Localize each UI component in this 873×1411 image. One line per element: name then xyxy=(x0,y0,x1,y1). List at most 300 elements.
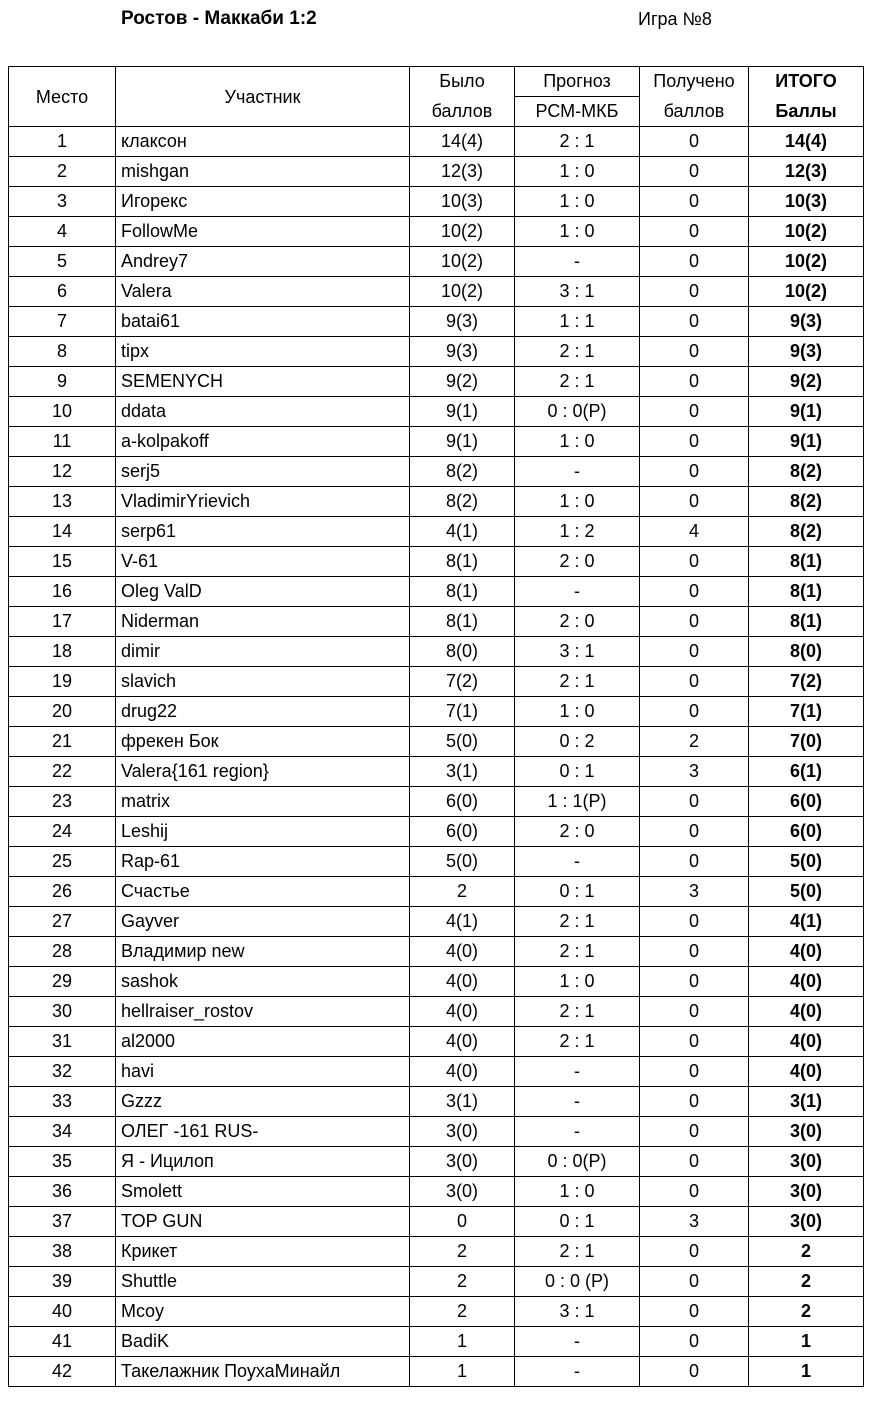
cell-total-points: 7(1) xyxy=(749,697,864,727)
cell-forecast: - xyxy=(515,847,640,877)
cell-was-points: 2 xyxy=(410,877,515,907)
cell-participant: batai61 xyxy=(116,307,410,337)
cell-participant: al2000 xyxy=(116,1027,410,1057)
cell-was-points: 5(0) xyxy=(410,847,515,877)
table-row xyxy=(9,727,864,757)
cell-place: 33 xyxy=(9,1087,116,1117)
cell-place: 31 xyxy=(9,1027,116,1057)
cell-received-points: 0 xyxy=(640,397,749,427)
cell-forecast: 1 : 1(P) xyxy=(515,787,640,817)
cell-place: 15 xyxy=(9,547,116,577)
table-row xyxy=(9,1087,864,1117)
cell-received-points: 0 xyxy=(640,967,749,997)
cell-forecast: 2 : 1 xyxy=(515,337,640,367)
cell-was-points: 4(0) xyxy=(410,967,515,997)
cell-received-points: 0 xyxy=(640,277,749,307)
table-row xyxy=(9,607,864,637)
table-row xyxy=(9,157,864,187)
cell-forecast: 2 : 1 xyxy=(515,1027,640,1057)
cell-forecast: 0 : 2 xyxy=(515,727,640,757)
cell-received-points: 0 xyxy=(640,1297,749,1327)
cell-total-points: 5(0) xyxy=(749,847,864,877)
cell-participant: Andrey7 xyxy=(116,247,410,277)
cell-received-points: 0 xyxy=(640,187,749,217)
cell-forecast: - xyxy=(515,1327,640,1357)
cell-received-points: 3 xyxy=(640,877,749,907)
cell-was-points: 3(0) xyxy=(410,1117,515,1147)
cell-total-points: 9(1) xyxy=(749,427,864,457)
cell-place: 21 xyxy=(9,727,116,757)
table-row xyxy=(9,307,864,337)
cell-received-points: 0 xyxy=(640,1087,749,1117)
cell-was-points: 9(3) xyxy=(410,337,515,367)
cell-forecast: 3 : 1 xyxy=(515,637,640,667)
cell-received-points: 0 xyxy=(640,1147,749,1177)
cell-participant: mishgan xyxy=(116,157,410,187)
cell-total-points: 3(0) xyxy=(749,1177,864,1207)
header-was-line2: баллов xyxy=(410,97,515,127)
cell-forecast: 1 : 0 xyxy=(515,187,640,217)
cell-forecast: - xyxy=(515,1057,640,1087)
table-row xyxy=(9,907,864,937)
cell-received-points: 0 xyxy=(640,1117,749,1147)
cell-place: 4 xyxy=(9,217,116,247)
cell-received-points: 0 xyxy=(640,697,749,727)
table-row xyxy=(9,1147,864,1177)
cell-received-points: 0 xyxy=(640,1027,749,1057)
cell-forecast: - xyxy=(515,247,640,277)
cell-received-points: 0 xyxy=(640,667,749,697)
cell-participant: Oleg ValD xyxy=(116,577,410,607)
cell-place: 20 xyxy=(9,697,116,727)
header-forecast-line1: Прогноз xyxy=(515,67,640,97)
cell-total-points: 4(0) xyxy=(749,997,864,1027)
cell-participant: Leshij xyxy=(116,817,410,847)
cell-place: 41 xyxy=(9,1327,116,1357)
cell-participant: Niderman xyxy=(116,607,410,637)
table-row xyxy=(9,1297,864,1327)
cell-total-points: 8(2) xyxy=(749,517,864,547)
cell-was-points: 10(2) xyxy=(410,277,515,307)
cell-place: 24 xyxy=(9,817,116,847)
cell-was-points: 8(2) xyxy=(410,457,515,487)
table-row xyxy=(9,937,864,967)
cell-participant: drug22 xyxy=(116,697,410,727)
cell-was-points: 4(0) xyxy=(410,1027,515,1057)
table-row xyxy=(9,127,864,157)
cell-received-points: 0 xyxy=(640,637,749,667)
table-row xyxy=(9,367,864,397)
cell-total-points: 4(0) xyxy=(749,1057,864,1087)
cell-place: 17 xyxy=(9,607,116,637)
cell-was-points: 2 xyxy=(410,1267,515,1297)
cell-participant: ОЛЕГ -161 RUS- xyxy=(116,1117,410,1147)
table-row xyxy=(9,637,864,667)
cell-forecast: 2 : 0 xyxy=(515,547,640,577)
table-row xyxy=(9,397,864,427)
table-row xyxy=(9,487,864,517)
cell-was-points: 12(3) xyxy=(410,157,515,187)
cell-received-points: 0 xyxy=(640,787,749,817)
cell-received-points: 4 xyxy=(640,517,749,547)
cell-was-points: 3(1) xyxy=(410,1087,515,1117)
cell-participant: FollowMe xyxy=(116,217,410,247)
cell-total-points: 10(2) xyxy=(749,247,864,277)
cell-forecast: 2 : 1 xyxy=(515,667,640,697)
cell-place: 16 xyxy=(9,577,116,607)
cell-place: 19 xyxy=(9,667,116,697)
cell-participant: Владимир new xyxy=(116,937,410,967)
cell-received-points: 0 xyxy=(640,367,749,397)
table-row xyxy=(9,1177,864,1207)
table-row xyxy=(9,247,864,277)
header-place: Место xyxy=(9,67,116,127)
cell-received-points: 0 xyxy=(640,247,749,277)
table-row xyxy=(9,667,864,697)
cell-participant: slavich xyxy=(116,667,410,697)
cell-was-points: 8(0) xyxy=(410,637,515,667)
cell-forecast: - xyxy=(515,1117,640,1147)
cell-forecast: 3 : 1 xyxy=(515,277,640,307)
cell-place: 34 xyxy=(9,1117,116,1147)
cell-was-points: 3(0) xyxy=(410,1177,515,1207)
header-participant: Участник xyxy=(116,67,410,127)
cell-total-points: 2 xyxy=(749,1237,864,1267)
cell-forecast: 2 : 1 xyxy=(515,1237,640,1267)
cell-total-points: 2 xyxy=(749,1267,864,1297)
cell-forecast: 3 : 1 xyxy=(515,1297,640,1327)
table-row xyxy=(9,787,864,817)
cell-received-points: 0 xyxy=(640,547,749,577)
cell-was-points: 14(4) xyxy=(410,127,515,157)
cell-received-points: 0 xyxy=(640,607,749,637)
header-was-line1: Было xyxy=(410,67,515,97)
cell-total-points: 4(1) xyxy=(749,907,864,937)
cell-was-points: 3(1) xyxy=(410,757,515,787)
cell-was-points: 8(1) xyxy=(410,547,515,577)
cell-total-points: 8(0) xyxy=(749,637,864,667)
cell-received-points: 0 xyxy=(640,427,749,457)
cell-participant: Такелажник ПоухаМинайл xyxy=(116,1357,410,1387)
cell-forecast: 0 : 0(P) xyxy=(515,1147,640,1177)
cell-place: 11 xyxy=(9,427,116,457)
header-total-line1: ИТОГО xyxy=(749,67,864,97)
header-forecast-line2: РСМ-МКБ xyxy=(515,97,640,127)
cell-was-points: 9(2) xyxy=(410,367,515,397)
cell-place: 39 xyxy=(9,1267,116,1297)
cell-was-points: 7(2) xyxy=(410,667,515,697)
cell-total-points: 14(4) xyxy=(749,127,864,157)
cell-received-points: 0 xyxy=(640,307,749,337)
cell-place: 26 xyxy=(9,877,116,907)
table-row xyxy=(9,1357,864,1387)
cell-participant: dimir xyxy=(116,637,410,667)
cell-forecast: - xyxy=(515,577,640,607)
results-table xyxy=(8,66,864,1387)
table-row xyxy=(9,817,864,847)
cell-participant: Игорекс xyxy=(116,187,410,217)
cell-was-points: 8(2) xyxy=(410,487,515,517)
cell-place: 14 xyxy=(9,517,116,547)
cell-total-points: 10(2) xyxy=(749,217,864,247)
cell-forecast: 2 : 0 xyxy=(515,607,640,637)
cell-total-points: 3(0) xyxy=(749,1147,864,1177)
cell-was-points: 2 xyxy=(410,1297,515,1327)
cell-forecast: 1 : 0 xyxy=(515,487,640,517)
cell-place: 25 xyxy=(9,847,116,877)
cell-received-points: 0 xyxy=(640,1357,749,1387)
cell-received-points: 0 xyxy=(640,1057,749,1087)
cell-received-points: 3 xyxy=(640,1207,749,1237)
cell-total-points: 8(1) xyxy=(749,547,864,577)
cell-received-points: 0 xyxy=(640,997,749,1027)
cell-place: 42 xyxy=(9,1357,116,1387)
table-row xyxy=(9,997,864,1027)
cell-was-points: 2 xyxy=(410,1237,515,1267)
cell-was-points: 4(1) xyxy=(410,517,515,547)
cell-forecast: - xyxy=(515,457,640,487)
cell-was-points: 4(0) xyxy=(410,1057,515,1087)
cell-forecast: 2 : 1 xyxy=(515,367,640,397)
cell-participant: a-kolpakoff xyxy=(116,427,410,457)
cell-place: 27 xyxy=(9,907,116,937)
cell-total-points: 6(0) xyxy=(749,787,864,817)
cell-place: 3 xyxy=(9,187,116,217)
table-row xyxy=(9,1237,864,1267)
cell-place: 40 xyxy=(9,1297,116,1327)
cell-was-points: 3(0) xyxy=(410,1147,515,1177)
cell-total-points: 9(3) xyxy=(749,337,864,367)
cell-total-points: 12(3) xyxy=(749,157,864,187)
table-row xyxy=(9,217,864,247)
cell-was-points: 6(0) xyxy=(410,787,515,817)
cell-received-points: 0 xyxy=(640,1267,749,1297)
cell-place: 29 xyxy=(9,967,116,997)
cell-total-points: 10(2) xyxy=(749,277,864,307)
cell-place: 6 xyxy=(9,277,116,307)
cell-participant: V-61 xyxy=(116,547,410,577)
cell-was-points: 7(1) xyxy=(410,697,515,727)
cell-place: 35 xyxy=(9,1147,116,1177)
cell-total-points: 9(3) xyxy=(749,307,864,337)
match-title: Ростов - Маккаби 1:2 xyxy=(121,8,317,29)
cell-was-points: 9(1) xyxy=(410,397,515,427)
cell-forecast: 2 : 1 xyxy=(515,997,640,1027)
cell-participant: Gayver xyxy=(116,907,410,937)
cell-participant: BadiK xyxy=(116,1327,410,1357)
cell-was-points: 10(2) xyxy=(410,217,515,247)
cell-received-points: 0 xyxy=(640,577,749,607)
cell-place: 36 xyxy=(9,1177,116,1207)
cell-total-points: 8(2) xyxy=(749,487,864,517)
cell-forecast: 1 : 0 xyxy=(515,157,640,187)
table-row xyxy=(9,877,864,907)
cell-was-points: 4(0) xyxy=(410,937,515,967)
cell-received-points: 0 xyxy=(640,487,749,517)
table-body xyxy=(9,127,864,1387)
cell-forecast: 1 : 1 xyxy=(515,307,640,337)
cell-was-points: 6(0) xyxy=(410,817,515,847)
cell-received-points: 0 xyxy=(640,217,749,247)
cell-forecast: 1 : 2 xyxy=(515,517,640,547)
cell-received-points: 0 xyxy=(640,847,749,877)
cell-place: 12 xyxy=(9,457,116,487)
cell-place: 8 xyxy=(9,337,116,367)
table-row xyxy=(9,1057,864,1087)
cell-place: 10 xyxy=(9,397,116,427)
cell-participant: ddata xyxy=(116,397,410,427)
cell-total-points: 7(2) xyxy=(749,667,864,697)
cell-received-points: 2 xyxy=(640,727,749,757)
cell-was-points: 9(3) xyxy=(410,307,515,337)
cell-place: 1 xyxy=(9,127,116,157)
cell-participant: hellraiser_rostov xyxy=(116,997,410,1027)
table-row xyxy=(9,517,864,547)
cell-total-points: 3(1) xyxy=(749,1087,864,1117)
cell-total-points: 9(1) xyxy=(749,397,864,427)
cell-was-points: 10(2) xyxy=(410,247,515,277)
cell-received-points: 0 xyxy=(640,1237,749,1267)
cell-total-points: 5(0) xyxy=(749,877,864,907)
cell-was-points: 0 xyxy=(410,1207,515,1237)
table-row xyxy=(9,967,864,997)
cell-participant: Valera{161 region} xyxy=(116,757,410,787)
cell-place: 7 xyxy=(9,307,116,337)
cell-forecast: 0 : 0 (P) xyxy=(515,1267,640,1297)
cell-place: 13 xyxy=(9,487,116,517)
cell-place: 2 xyxy=(9,157,116,187)
table-row xyxy=(9,757,864,787)
cell-participant: Rap-61 xyxy=(116,847,410,877)
cell-participant: TOP GUN xyxy=(116,1207,410,1237)
cell-participant: Gzzz xyxy=(116,1087,410,1117)
cell-participant: SEMENYCH xyxy=(116,367,410,397)
cell-place: 18 xyxy=(9,637,116,667)
cell-total-points: 8(1) xyxy=(749,577,864,607)
table-row xyxy=(9,427,864,457)
cell-total-points: 6(0) xyxy=(749,817,864,847)
cell-received-points: 0 xyxy=(640,1327,749,1357)
table-row xyxy=(9,577,864,607)
cell-total-points: 2 xyxy=(749,1297,864,1327)
table-row xyxy=(9,337,864,367)
cell-total-points: 3(0) xyxy=(749,1117,864,1147)
cell-received-points: 0 xyxy=(640,337,749,367)
cell-participant: matrix xyxy=(116,787,410,817)
table-row xyxy=(9,187,864,217)
cell-total-points: 9(2) xyxy=(749,367,864,397)
cell-forecast: 0 : 1 xyxy=(515,1207,640,1237)
cell-place: 37 xyxy=(9,1207,116,1237)
cell-place: 22 xyxy=(9,757,116,787)
cell-participant: Счастье xyxy=(116,877,410,907)
cell-was-points: 1 xyxy=(410,1327,515,1357)
table-row xyxy=(9,1117,864,1147)
cell-received-points: 0 xyxy=(640,457,749,487)
cell-forecast: 1 : 0 xyxy=(515,967,640,997)
cell-participant: Я - Ицилоп xyxy=(116,1147,410,1177)
cell-place: 28 xyxy=(9,937,116,967)
cell-participant: Shuttle xyxy=(116,1267,410,1297)
game-number: Игра №8 xyxy=(638,9,712,29)
cell-total-points: 4(0) xyxy=(749,967,864,997)
cell-forecast: 0 : 0(P) xyxy=(515,397,640,427)
cell-was-points: 1 xyxy=(410,1357,515,1387)
cell-forecast: 2 : 0 xyxy=(515,817,640,847)
cell-participant: клаксон xyxy=(116,127,410,157)
cell-total-points: 8(2) xyxy=(749,457,864,487)
cell-place: 32 xyxy=(9,1057,116,1087)
cell-place: 23 xyxy=(9,787,116,817)
cell-was-points: 8(1) xyxy=(410,577,515,607)
cell-received-points: 3 xyxy=(640,757,749,787)
cell-received-points: 0 xyxy=(640,817,749,847)
cell-forecast: 1 : 0 xyxy=(515,1177,640,1207)
table-row xyxy=(9,277,864,307)
cell-place: 9 xyxy=(9,367,116,397)
cell-total-points: 8(1) xyxy=(749,607,864,637)
cell-participant: Valera xyxy=(116,277,410,307)
cell-total-points: 1 xyxy=(749,1327,864,1357)
cell-was-points: 4(0) xyxy=(410,997,515,1027)
cell-total-points: 3(0) xyxy=(749,1207,864,1237)
cell-participant: Mcoy xyxy=(116,1297,410,1327)
cell-received-points: 0 xyxy=(640,127,749,157)
cell-participant: VladimirYrievich xyxy=(116,487,410,517)
cell-place: 38 xyxy=(9,1237,116,1267)
cell-participant: фрекен Бок xyxy=(116,727,410,757)
cell-total-points: 6(1) xyxy=(749,757,864,787)
cell-total-points: 4(0) xyxy=(749,937,864,967)
header-received-line1: Получено xyxy=(640,67,749,97)
cell-total-points: 10(3) xyxy=(749,187,864,217)
cell-forecast: - xyxy=(515,1357,640,1387)
table-row xyxy=(9,697,864,727)
cell-was-points: 4(1) xyxy=(410,907,515,937)
cell-was-points: 8(1) xyxy=(410,607,515,637)
table-row xyxy=(9,1267,864,1297)
cell-participant: serp61 xyxy=(116,517,410,547)
cell-total-points: 7(0) xyxy=(749,727,864,757)
cell-was-points: 9(1) xyxy=(410,427,515,457)
cell-received-points: 0 xyxy=(640,937,749,967)
cell-participant: serj5 xyxy=(116,457,410,487)
header-total-line2: Баллы xyxy=(749,97,864,127)
cell-received-points: 0 xyxy=(640,1177,749,1207)
cell-forecast: 1 : 0 xyxy=(515,217,640,247)
cell-forecast: 2 : 1 xyxy=(515,937,640,967)
table-row xyxy=(9,457,864,487)
cell-participant: Smolett xyxy=(116,1177,410,1207)
table-row xyxy=(9,847,864,877)
cell-total-points: 4(0) xyxy=(749,1027,864,1057)
table-row xyxy=(9,1027,864,1057)
table-header xyxy=(9,67,864,127)
table-row xyxy=(9,1207,864,1237)
cell-forecast: 1 : 0 xyxy=(515,697,640,727)
table-row xyxy=(9,1327,864,1357)
cell-total-points: 1 xyxy=(749,1357,864,1387)
cell-received-points: 0 xyxy=(640,907,749,937)
cell-place: 30 xyxy=(9,997,116,1027)
cell-was-points: 10(3) xyxy=(410,187,515,217)
cell-participant: tipx xyxy=(116,337,410,367)
cell-received-points: 0 xyxy=(640,157,749,187)
cell-participant: havi xyxy=(116,1057,410,1087)
cell-forecast: 2 : 1 xyxy=(515,127,640,157)
cell-forecast: 1 : 0 xyxy=(515,427,640,457)
cell-forecast: 0 : 1 xyxy=(515,757,640,787)
